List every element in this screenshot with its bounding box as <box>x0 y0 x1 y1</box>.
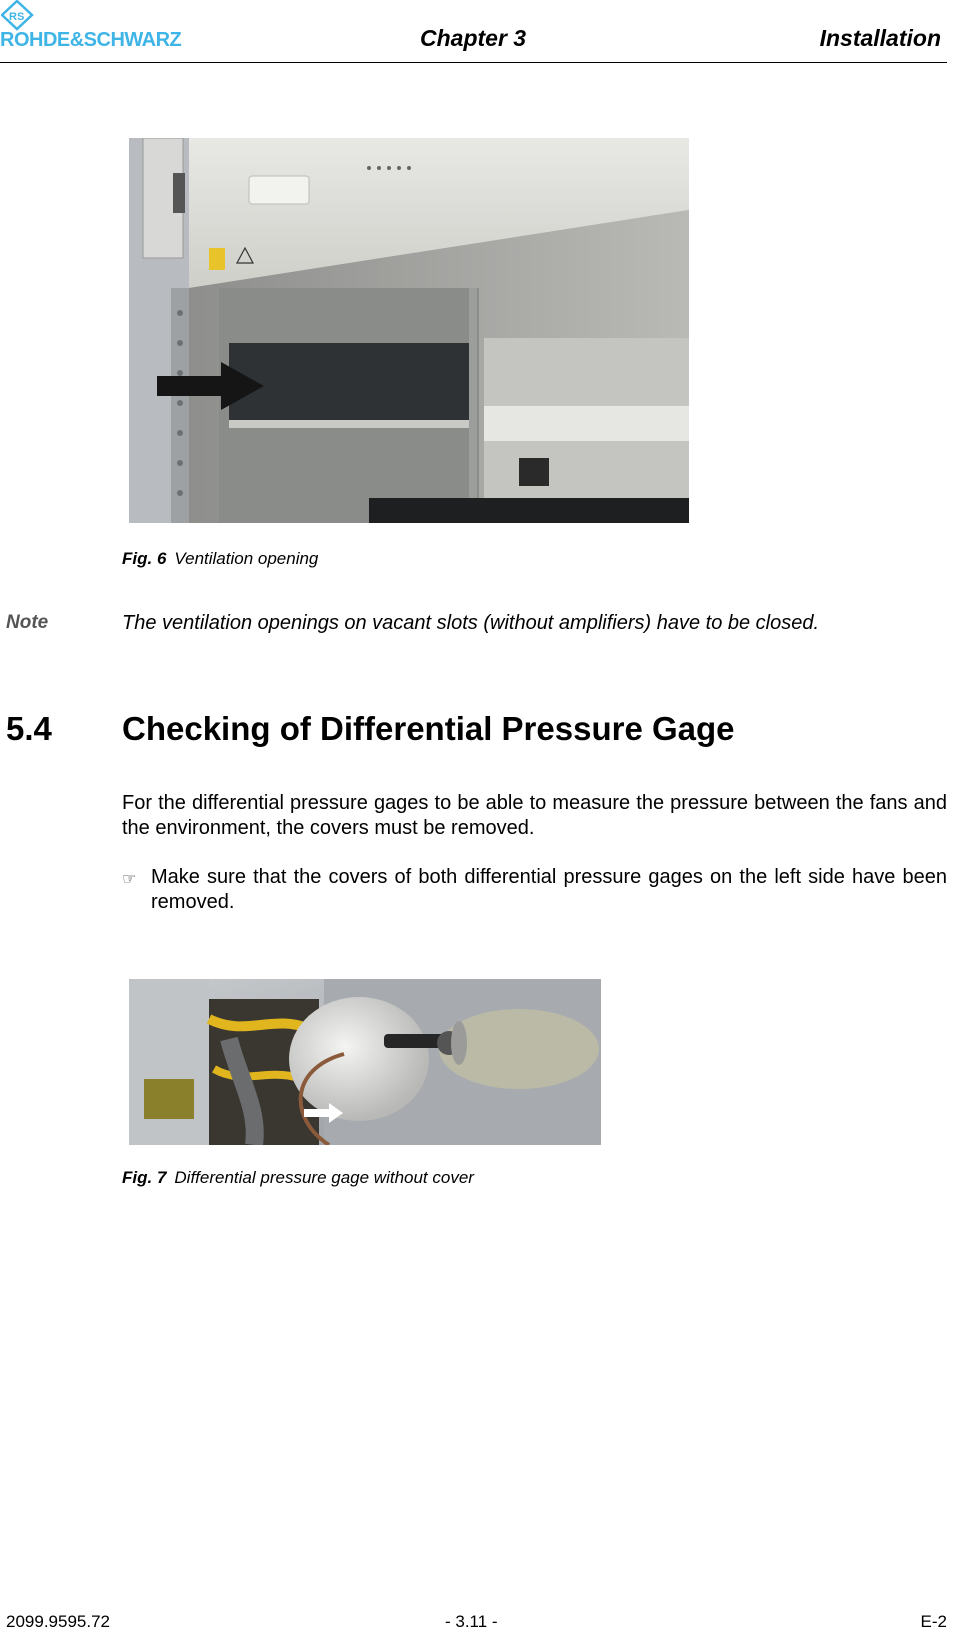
svg-text:RS: RS <box>9 11 25 23</box>
pointing-hand-icon: ☞ <box>122 871 137 888</box>
section-paragraph: For the differential pressure gages to be able to measure the pressure between the fans and the environment, the covers must be removed. <box>122 792 947 839</box>
bullet-item: Make sure that the covers of both differential pressure gages on the left side have been removed. <box>151 866 947 913</box>
header-section: Installation <box>819 25 941 51</box>
header-chapter: Chapter 3 <box>420 25 527 51</box>
ventilation-opening-photo <box>129 138 689 523</box>
figure-caption-text: Ventilation opening <box>174 549 319 568</box>
rohde-schwarz-logo <box>0 0 225 52</box>
logo-diamond-icon <box>1 0 41 32</box>
figure-label: Fig. 6 <box>122 549 167 568</box>
footer-page-number: - 3.11 - <box>445 1612 498 1631</box>
footer-edition: E-2 <box>920 1612 947 1631</box>
figure-6-caption <box>122 549 318 569</box>
footer-doc-number: 2099.9595.72 <box>6 1612 110 1631</box>
logo-text: ROHDE&SCHWARZ <box>0 29 182 51</box>
figure-caption-text: Differential pressure gage without cover <box>174 1168 474 1187</box>
pressure-gage-photo <box>129 979 601 1145</box>
section-title: Checking of Differential Pressure Gage <box>122 710 735 747</box>
note-label: Note <box>6 612 49 633</box>
figure-7-caption <box>122 1168 474 1188</box>
section-number: 5.4 <box>6 710 52 747</box>
page-header <box>0 0 947 63</box>
figure-label: Fig. 7 <box>122 1168 167 1187</box>
note-text: The ventilation openings on vacant slots (without amplifiers) have to be closed. <box>122 612 820 634</box>
